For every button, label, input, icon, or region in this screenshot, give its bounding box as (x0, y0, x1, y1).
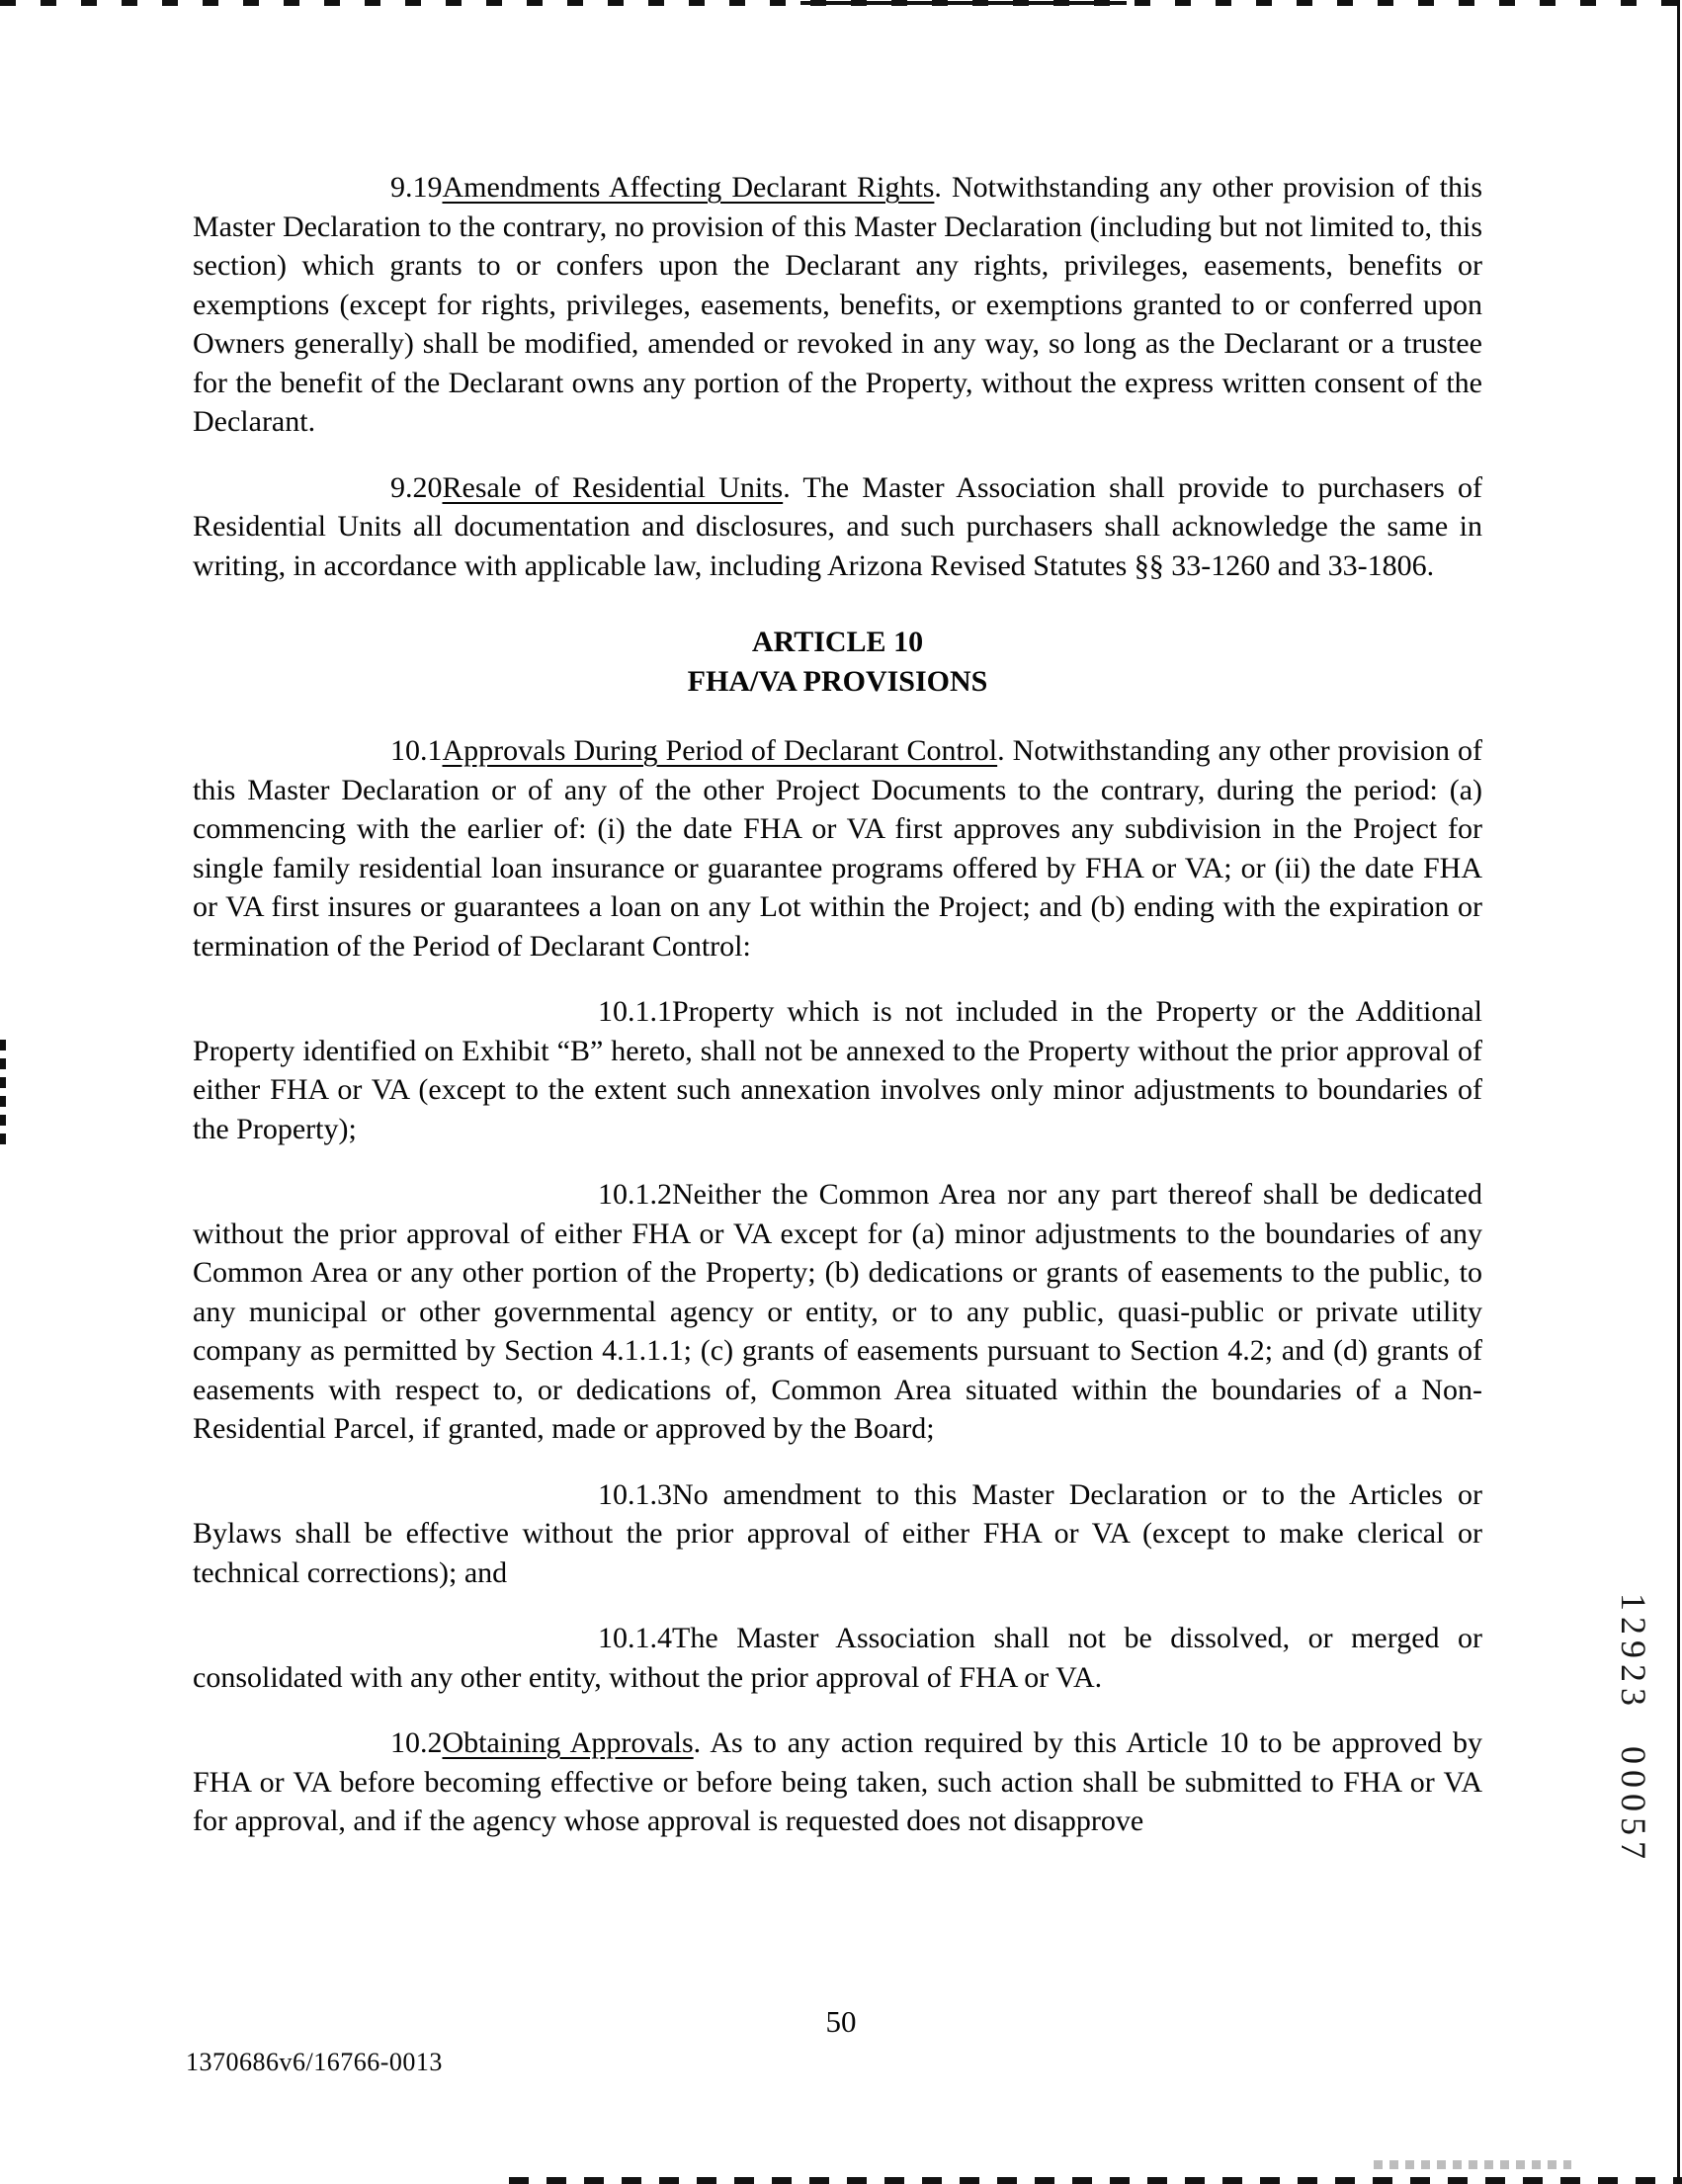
article-heading (193, 623, 1482, 702)
section-body-10-1: . Notwithstanding any other provision of this Master Declaration or of any of the other Project Documents to the contrary, during the period: (a) commencing with the earlier of: (i) the date FHA or VA first approves any subdivision in the Project for single family residential loan insurance or guarantee programs offered by FHA or VA; or (ii) the date FHA or VA first insures or guarantees a loan on any Lot within the Project; and (b) ending with the expiration or termination of the Period of Declarant Control: (193, 734, 1483, 963)
paragraph-10-1 (193, 731, 1482, 966)
subsection-body-10-1-1: Property which is not included in the Property or the Additional Property identified on Exhibit “B” hereto, shall not be annexed to the Property without the prior approval of either FHA or VA (except to the extent such annexation involves only minor adjustments to boundaries of the Property); (193, 995, 1482, 1145)
paragraph-9-19 (193, 168, 1482, 442)
subsection-body-10-1-3: No amendment to this Master Declaration or to the Articles or Bylaws shall be effective without the prior approval of either FHA or VA (except to make clerical or technical corrections); and (193, 1477, 1482, 1589)
scan-artifact-smudge (1374, 2160, 1571, 2169)
paragraph-10-2 (193, 1723, 1482, 1841)
subsection-number-10-1-2: 10.1.2 (598, 1178, 672, 1211)
scan-artifact-bottom-edge (509, 2177, 1682, 2184)
scan-artifact-right-edge (1677, 0, 1680, 2184)
section-number-10-2: 10.2 (390, 1726, 443, 1759)
paragraph-10-1-3 (193, 1475, 1482, 1593)
article-heading-line1: ARTICLE 10 (751, 626, 924, 658)
section-body-10-2: . As to any action required by this Article 10 to be approved by FHA or VA before becoming effective or before being taken, such action shall be submitted to FHA or VA for approval, and if the agency whose approval is requested does not disapprove (193, 1726, 1483, 1837)
page-number: 50 (825, 2004, 857, 2039)
paragraph-10-1-2 (193, 1175, 1482, 1449)
scan-artifact-top-edge-solid (800, 1, 1127, 5)
section-number-9-20: 9.20 (390, 470, 443, 504)
subsection-number-10-1-4: 10.1.4 (598, 1622, 672, 1654)
subsection-body-10-1-2: Neither the Common Area nor any part thereof shall be dedicated without the prior approval of either FHA or VA except for (a) minor adjustments to the boundaries of any Common Area or any other portion of the Property; (b) dedications or grants of easements to the public, to any municipal or other governmental agency or entity, or to any public, quasi-public or private utility company as permitted by Section 4.1.1.1; (c) grants of easements pursuant to Section 4.2; and (d) grants of easements with respect to, or dedications of, Common Area situated within the boundaries of a Non-Residential Parcel, if granted, made or approved by the Board; (193, 1178, 1482, 1445)
section-body-9-20: . The Master Association shall provide to purchasers of Residential Units all documentation and disclosures, and such purchasers shall acknowledge the same in writing, in accordance with applicable law, including Arizona Revised Statutes §§ 33-1260 and 33-1806. (193, 470, 1482, 582)
subsection-number-10-1-3: 10.1.3 (598, 1477, 672, 1511)
paragraph-9-20 (193, 468, 1482, 586)
section-title-10-2: Obtaining Approvals (442, 1726, 694, 1759)
section-title-10-1: Approvals During Period of Declarant Control (442, 734, 998, 767)
paragraph-10-1-4 (193, 1619, 1482, 1697)
footer-doc-id: 1370686v6/16766-0013 (186, 2048, 443, 2076)
section-body-9-19: . Notwithstanding any other provision of this Master Declaration to the contrary, no provision of this Master Declaration (including but not limited to, this section) which grants to or confers upon the Declarant any rights, privileges, easements, benefits or exemptions (except for rights, privileges, easements, benefits, or exemptions granted to or conferred upon Owners generally) shall be modified, amended or revoked in any way, so long as the Declarant or a trustee for the benefit of the Declarant owns any portion of the Property, without the express written consent of the Declarant. (193, 171, 1482, 438)
article-heading-line2: FHA/VA PROVISIONS (687, 665, 988, 698)
document-body (193, 168, 1482, 1841)
scan-artifact-left-marks (0, 1040, 6, 1150)
section-title-9-20: Resale of Residential Units (442, 470, 784, 504)
subsection-number-10-1-1: 10.1.1 (598, 995, 672, 1028)
section-number-9-19: 9.19 (390, 171, 443, 204)
section-number-10-1: 10.1 (390, 734, 443, 767)
recording-stamp: 12923 00057 (1614, 1593, 1653, 1865)
section-title-9-19: Amendments Affecting Declarant Rights (442, 171, 935, 204)
subsection-body-10-1-4: The Master Association shall not be dissolved, or merged or consolidated with any other entity, without the prior approval of FHA or VA. (193, 1622, 1482, 1694)
paragraph-10-1-1 (193, 992, 1482, 1148)
